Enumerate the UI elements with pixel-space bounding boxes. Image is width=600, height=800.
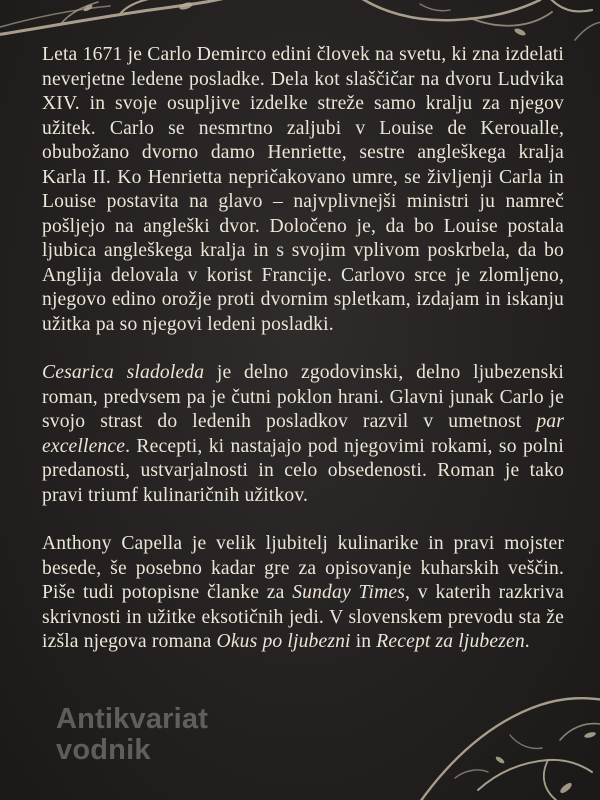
author-text-d: .	[524, 631, 530, 652]
watermark-line-2: vodnik	[56, 734, 151, 766]
blurb-text	[42, 43, 564, 655]
review-text-b: . Recepti, ki nastajajo pod njegovimi rokami, so polni predanosti, ustvarjalnosti in celo obsedenosti. Roman je tako pravi triumf kulinaričnih užitkov.	[42, 435, 564, 506]
previous-book-1: Okus po ljubezni	[216, 631, 351, 652]
watermark	[56, 704, 208, 766]
book-title: Cesarica sladoleda	[42, 362, 205, 383]
review-text-a: je delno zgodovinski, delno ljubezenski roman, predvsem pa je čutni poklon hrani. Glavni junak Carlo je svojo strast do ledenih posladkov razvil v umetnost	[42, 362, 564, 432]
newspaper-title: Sunday Times	[292, 582, 406, 603]
synopsis-paragraph: Leta 1671 je Carlo Demirco edini človek na svetu, ki zna izdelati neverjetne ledene posladke. Dela kot slaščičar na dvoru Ludvika XIV. in svoje osupljive izdelke streže samo kralju za njegov užitek. Carlo se nesmrtno zaljubi v Louise de Keroualle, obubožano dvorno damo Henriette, sestre angleškega kralja Karla II. Ko Henrietta nepričakovano umre, se življenji Carla in Louise postavita na glavo – najvplivnejši ministri ju namreč pošljejo na angleški dvor. Določeno je, da bo Louise postala ljubica angleškega kralja in s svojim vplivom poskrbela, da bo Anglija delovala v korist Francije. Carlovo srce je zlomljeno, njegovo edino orožje proti dvornim spletkam, izdajam in iskanju užitka pa so njegovi ledeni posladki.	[42, 44, 564, 335]
review-paragraph	[42, 361, 564, 508]
author-paragraph	[42, 532, 564, 655]
author-text-a: Anthony Capella je velik ljubitelj kulinarike in pravi mojster besede, še posebno kadar gre za opisovanje kuharskih veščin. Piše tudi potopisne članke za	[42, 533, 564, 603]
author-text-c: in	[350, 631, 377, 652]
watermark-line-1: Antikvariat	[56, 703, 209, 735]
previous-book-2: Recept za ljubezen	[376, 631, 525, 652]
italic-phrase: par excellence	[42, 411, 564, 457]
author-text-b: , v katerih razkriva skrivnosti in užitke eksotičnih jedi. V slovenskem prevodu sta že izšla njegova romana	[42, 582, 564, 652]
